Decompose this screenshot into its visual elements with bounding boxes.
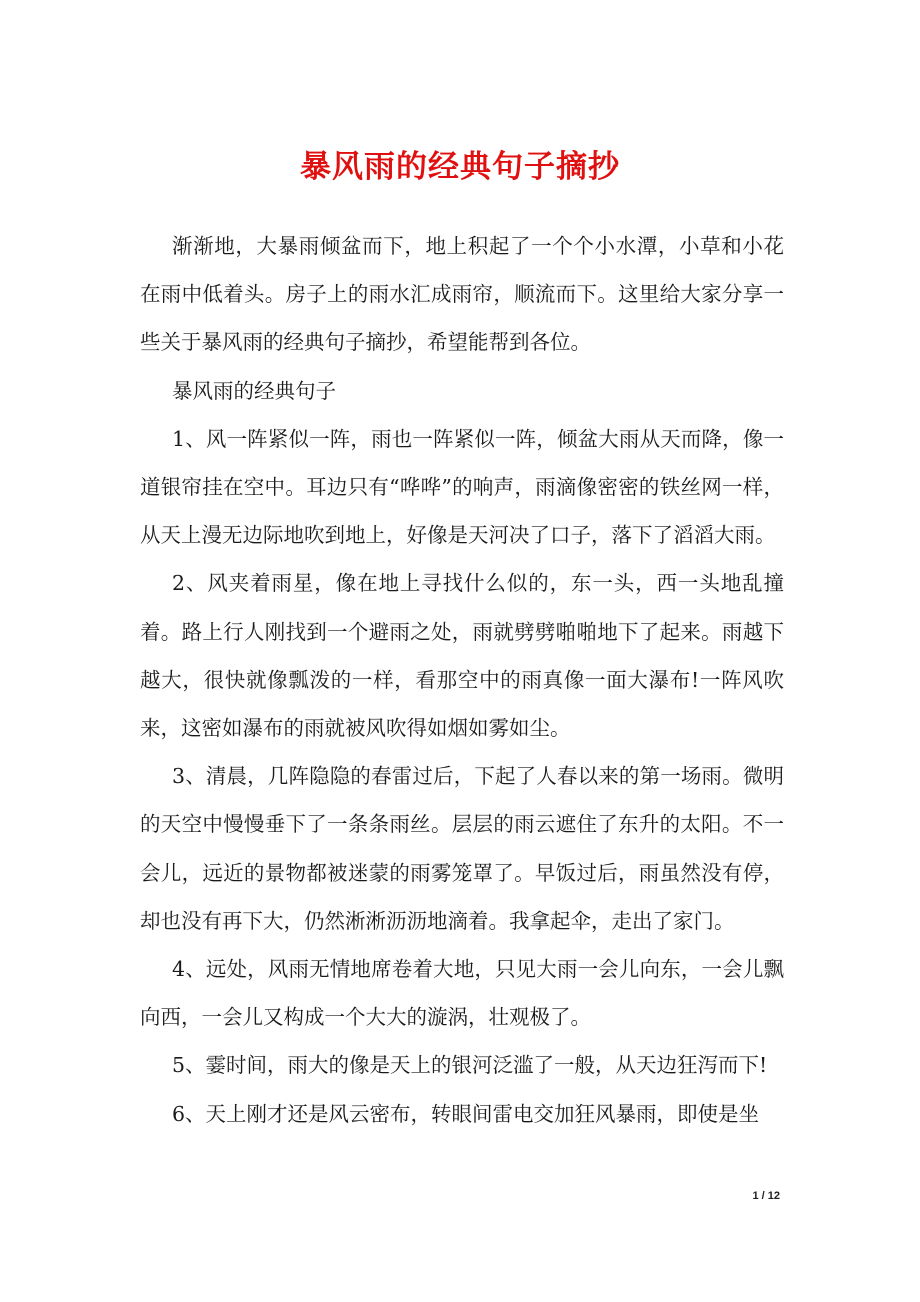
paragraph-item-6: 6、天上刚才还是风云密布，转眼间雷电交加狂风暴雨，即使是坐 xyxy=(172,1101,760,1126)
paragraph-item-5: 5、霎时间，雨大的像是天上的银河泛滥了一般，从天边狂泻而下! xyxy=(172,1053,768,1078)
paragraph-item-3: 3、清晨，几阵隐隐的春雷过后，下起了人春以来的第一场雨。微明的天空中慢慢垂下了一条条雨丝。层层的雨云遮住了东升的太阳。不一会儿，远近的景物都被迷蒙的雨雾笼罩了。早饭过后，雨虽然没有停，却也没有再下大，仍然淅淅沥沥地滴着。我拿起伞，走出了家门。 xyxy=(140,764,784,933)
paragraph-item-4: 4、远处，风雨无情地席卷着大地，只见大雨一会儿向东，一会儿飘向西，一会儿又构成一个大大的漩涡，壮观极了。 xyxy=(140,957,784,1030)
document-body xyxy=(140,222,784,1138)
paragraph-item-2: 2、风夹着雨星，像在地上寻找什么似的，东一头，西一头地乱撞着。路上行人刚找到一个避雨之处，雨就劈劈啪啪地下了起来。雨越下越大，很快就像瓢泼的一样，看那空中的雨真像一面大瀑布!一阵风吹来，这密如瀑布的雨就被风吹得如烟如雾如尘。 xyxy=(140,571,784,741)
page-number: 1 / 12 xyxy=(752,1190,780,1202)
section-heading: 暴风雨的经典句子 xyxy=(172,378,336,403)
page-title: 暴风雨的经典句子摘抄 xyxy=(300,149,620,185)
paragraph-item-1: 1、风一阵紧似一阵，雨也一阵紧似一阵，倾盆大雨从天而降，像一道银帘挂在空中。耳边只有“哗哗”的响声，雨滴像密密的铁丝网一样，从天上漫无边际地吹到地上，好像是天河决了口子，落下了滔滔大雨。 xyxy=(140,426,784,548)
paragraph-intro: 渐渐地，大暴雨倾盆而下，地上积起了一个个小水潭，小草和小花在雨中低着头。房子上的雨水汇成雨帘，顺流而下。这里给大家分享一些关于暴风雨的经典句子摘抄，希望能帮到各位。 xyxy=(140,234,784,355)
